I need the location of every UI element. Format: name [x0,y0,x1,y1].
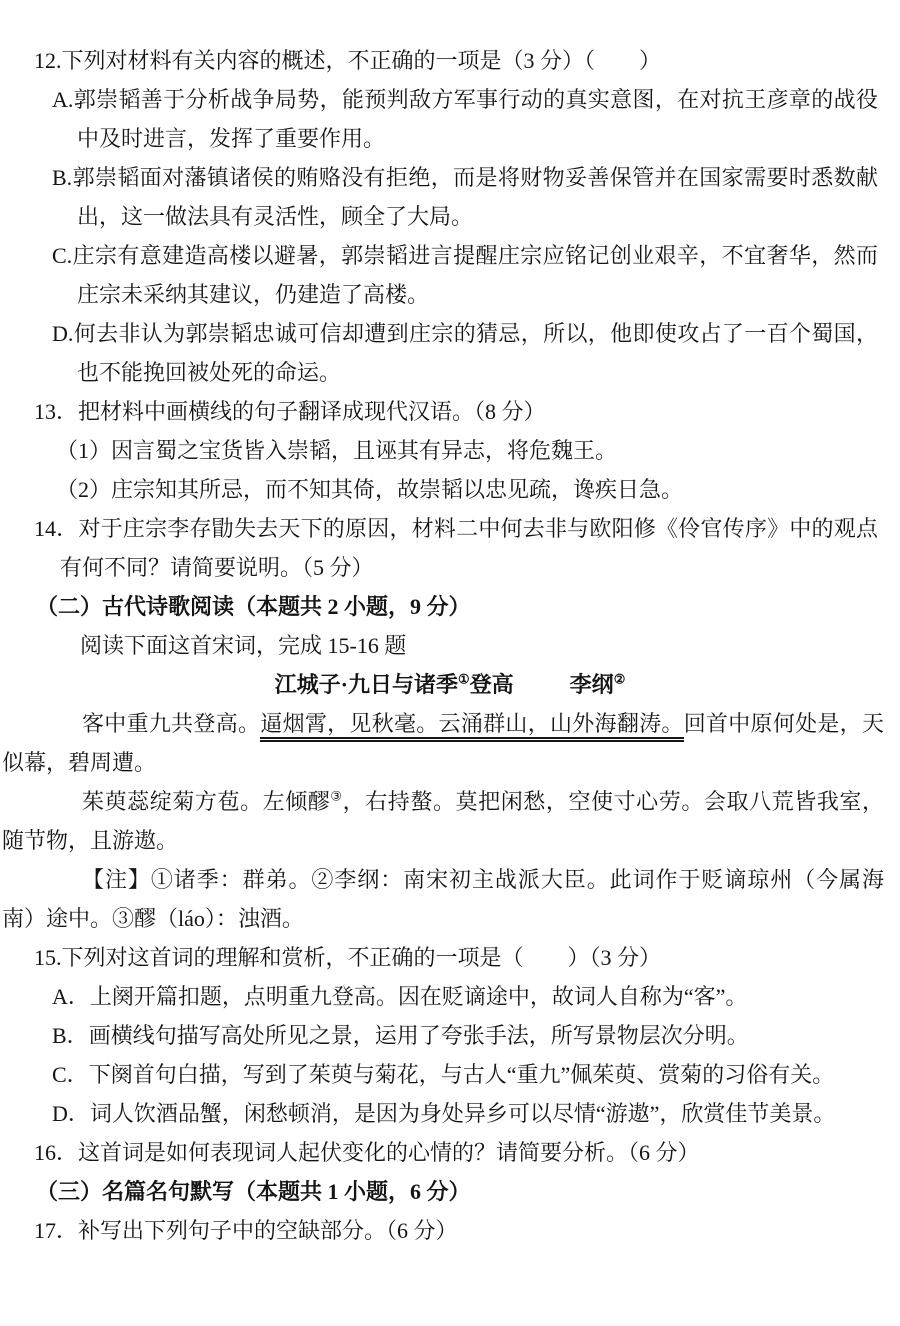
question-14-number: 14． [34,516,79,541]
question-13 [0,392,900,431]
stanza-1-post: 回首中原何处是，天似幕，碧周遭。 [2,711,884,775]
poem-stanza-2 [2,782,900,860]
poem-title-superscript-1: ① [458,671,470,687]
question-16 [0,1133,900,1172]
question-15-text: 下列对这首词的理解和赏析，不正确的一项是（ ）（3 分） [61,945,662,970]
question-17 [0,1211,900,1250]
question-17-number: 17． [34,1218,79,1243]
option-b-text: 画横线句描写高处所见之景，运用了夸张手法，所写景物层次分明。 [88,1023,749,1048]
option-a-label: A． [52,984,90,1009]
question-16-text: 这首词是如何表现词人起伏变化的心情的？请简要分析。（6 分） [78,1140,700,1165]
poem-note: 【注】①诸季：群弟。②李纲：南宋初主战派大臣。此词作于贬谪琼州（今属海南）途中。③醪（láo）：浊酒。 [2,867,884,931]
question-12-text: 下列对材料有关内容的概述，不正确的一项是（3 分）（ ） [61,48,662,73]
poem-intro: 阅读下面这首宋词，完成 15-16 题 [80,633,407,658]
question-15-option-d [52,1094,900,1133]
question-13-number: 13． [34,399,79,424]
question-12-option-a [0,80,900,158]
poem-author-name: 李纲 [569,672,614,697]
question-15-number: 15. [34,945,62,970]
question-12-option-b [0,158,900,236]
option-b-text: 郭崇韬面对藩镇诸侯的贿赂没有拒绝，而是将财物妥善保管并在国家需要时悉数献出，这一做法具有灵活性，顾全了大局。 [72,165,878,229]
question-12-option-d [0,314,900,392]
question-12 [0,41,900,80]
section-heading-poetry: （二）古代诗歌阅读（本题共 2 小题，9 分） [36,594,471,619]
question-14 [0,509,900,587]
question-15 [0,938,900,977]
question-17-text: 补写出下列句子中的空缺部分。（6 分） [78,1218,458,1243]
option-d-label: D． [52,1101,90,1126]
stanza-1-pre: 客中重九共登高。 [82,711,261,736]
option-c-label: C． [52,1062,89,1087]
option-c-text: 下阕首句白描，写到了茱萸与菊花，与古人“重九”佩茱萸、赏菊的习俗有关。 [88,1062,835,1087]
question-12-option-c [0,236,900,314]
question-15-option-c [52,1055,900,1094]
item-2-label: （2） [56,477,112,502]
option-d-text: 何去非认为郭崇韬忠诚可信却遭到庄宗的猜忌，所以，他即使攻占了一百个蜀国，也不能挽回被处死的命运。 [73,321,878,385]
poem-title-main: 江城子·九日与诸季 [274,672,458,697]
question-16-number: 16． [34,1140,79,1165]
question-12-number: 12. [34,48,62,73]
option-c-label: C. [52,243,73,268]
poem-title-rest: 登高 [469,672,514,697]
option-b-label: B. [52,165,73,190]
stanza-2-superscript-3: ③ [330,788,343,804]
poem-author-superscript-2: ② [613,671,626,687]
option-b-label: B． [52,1023,89,1048]
stanza-2-pre: 茱萸蕊绽菊方苞。左倾醪 [82,789,331,814]
option-a-label: A. [52,87,74,112]
stanza-1-underlined-passage: 逼烟霄，见秋毫。云涌群山，山外海翻涛。 [260,711,683,742]
poem-title [0,665,900,704]
question-13-text: 把材料中画横线的句子翻译成现代汉语。（8 分） [78,399,546,424]
question-15-option-b [52,1016,900,1055]
option-d-text: 词人饮酒品蟹，闲愁顿消，是因为身处异乡可以尽情“游遨”，欣赏佳节美景。 [89,1101,836,1126]
question-13-item-2 [56,470,900,509]
item-2-text: 庄宗知其所忌，而不知其倚，故崇韬以忠见疏，谗疾日急。 [111,477,684,502]
poem-stanza-1 [2,704,900,782]
option-d-label: D. [52,321,74,346]
section-heading-dictation: （三）名篇名句默写（本题共 1 小题，6 分） [36,1179,471,1204]
question-14-text: 对于庄宗李存勖失去天下的原因，材料二中何去非与欧阳修《伶官传序》中的观点有何不同？请简要说明。（5 分） [60,516,878,580]
option-a-text: 上阕开篇扣题，点明重九登高。因在贬谪途中，故词人自称为“客”。 [89,984,748,1009]
item-1-label: （1） [56,438,112,463]
poem-author [570,672,626,697]
question-15-option-a [52,977,900,1016]
item-1-text: 因言蜀之宝货皆入崇韬，且诬其有异志，将危魏王。 [111,438,618,463]
option-c-text: 庄宗有意建造高楼以避暑，郭崇韬进言提醒庄宗应铭记创业艰辛，不宜奢华，然而庄宗未采纳其建议，仍建造了高楼。 [72,243,878,307]
question-13-item-1 [56,431,900,470]
stanza-2-post: ，右持螯。莫把闲愁，空使寸心劳。会取八荒皆我室，随节物，且游遨。 [2,789,884,853]
option-a-text: 郭崇韬善于分析战争局势，能预判敌方军事行动的真实意图，在对抗王彦章的战役中及时进言，发挥了重要作用。 [73,87,878,151]
